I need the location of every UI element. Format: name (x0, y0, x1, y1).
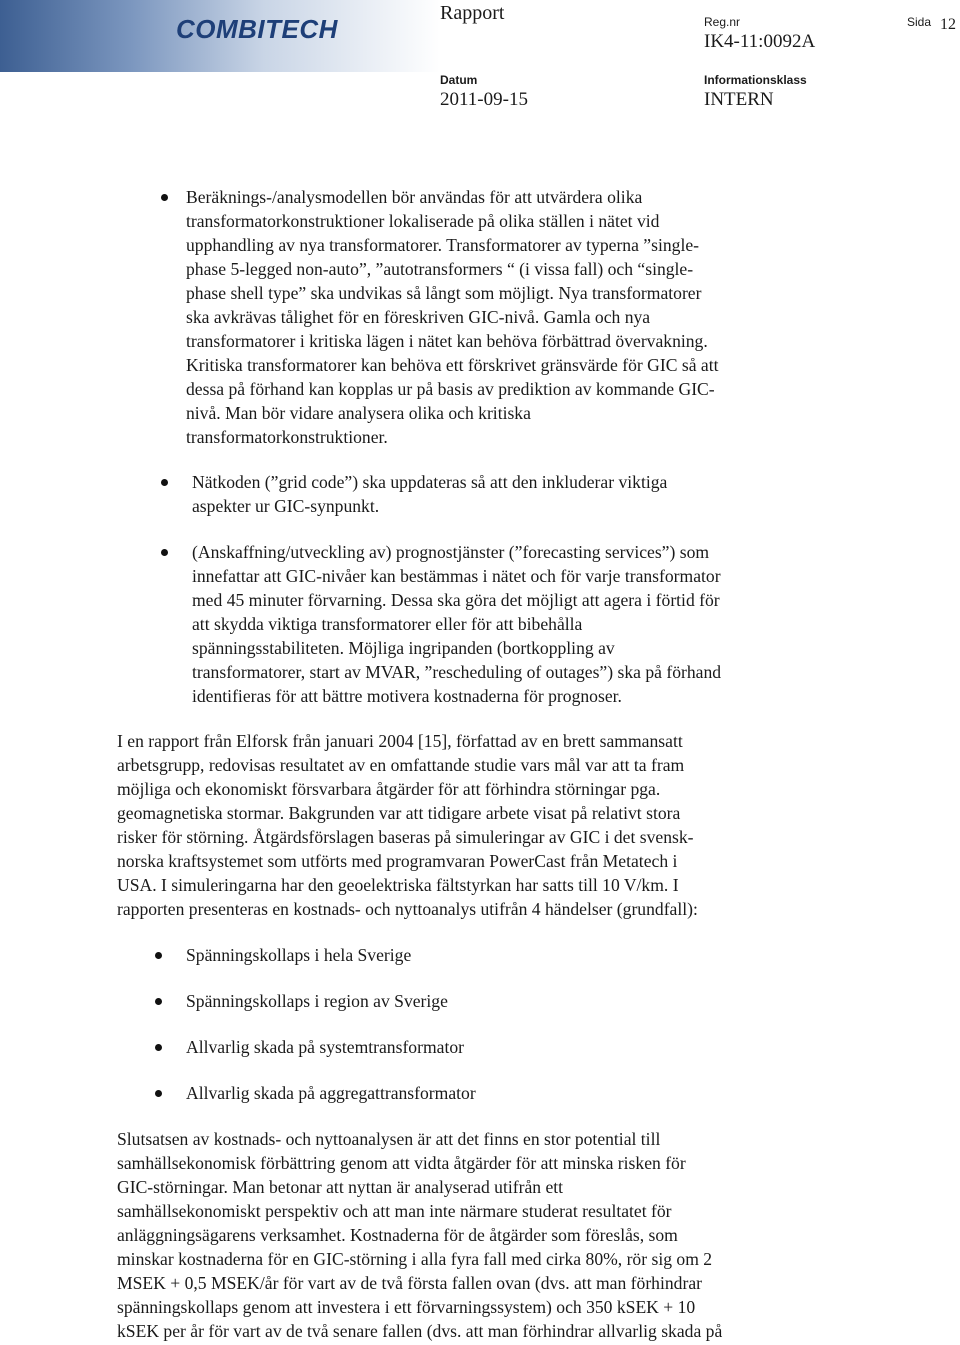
bullet-marker (155, 1044, 162, 1051)
page-label: Sida (907, 15, 932, 29)
case-item: Spänningskollaps i region av Sverige (186, 991, 448, 1011)
bullet-item: Nätkoden (”grid code”) ska uppdateras så att den inkluderar viktiga aspekter ur GIC-synpunkt. (192, 472, 668, 516)
bullet-item: (Anskaffning/utveckling av) prognostjänster (”forecasting services”) som innefattar att GIC-nivåer kan bestämmas i nätet och för varje transformator med 45 minuter förvarning. Dessa ska göra det möjligt att agera i förtid för att skydda viktiga transformatorer eller för att bibehålla spänningsstabiliteten. Möjliga ingripanden (bortkoppling av transformatorer, start av MVAR, ”rescheduling of outages”) ska på förhand identifieras för att bättre motivera kostnaderna för prognoser. (192, 542, 722, 706)
regnr-value: IK4-11:0092A (704, 31, 816, 52)
bullet-marker (155, 998, 162, 1005)
date-label: Datum (440, 73, 478, 87)
bullet-marker (161, 479, 168, 486)
bullet-item: Beräknings-/analysmodellen bör användas för att utvärdera olika transformatorkonstruktioner lokaliserade på olika ställen i nätet vid upphandling av nya transformatorer. Transformatorer av typerna ”single- phase 5-legged non-auto”, ”autotransformers “ (i vissa fall) och “single- phase shell type” ska undvikas så långt som möjligt. Nya transformatorer ska avkrävas tålighet för en föreskriven GIC-nivå. Gamla och nya transformatorer i kritiska lägen i nätet kan behöva förbättrad övervakning. Kritiska transformatorer kan behöva ett förskrivet gränsvärde för GIC så att dessa på förhand kan kopplas ur på basis av prediktion av kommande GIC- nivå. Man bör vidare analysera olika och kritiska transformatorkonstruktioner. (186, 187, 719, 447)
bullet-marker (161, 194, 168, 201)
bullet-marker (155, 1090, 162, 1097)
regnr-label: Reg.nr (704, 15, 741, 29)
bullet-marker (161, 549, 168, 556)
paragraph: Slutsatsen av kostnads- och nyttoanalysen är att det finns en stor potential till samhällsekonomisk förbättring genom att vidta åtgärder för att minska risken för GIC-störningar. Man betonar att nyttan är analyserad utifrån ett samhällsekonomiskt perspektiv och att man inte närmare studerat resultatet för anläggningsägarens verksamhet. Kostnaderna för de åtgärder som föreslås, som minskar kostnaderna för en GIC-störning i alla fyra fall med cirka 80%, rör sig om 2 MSEK + 0,5 MSEK/år för vart av de två första fallen ovan (dvs. att man förhindrar spänningskollaps genom att investera i ett förvarningssystem) och 350 kSEK + 10 kSEK per år för vart av de två senare fallen (dvs. att man förhindrar allvarlig skada på (117, 1129, 723, 1341)
document-type: Rapport (440, 2, 505, 24)
paragraph: I en rapport från Elforsk från januari 2004 [15], författad av en brett sammansatt arbetsgrupp, redovisas resultatet av en omfattande studie vars mål var att ta fram möjliga och ekonomiskt försvarbara åtgärder för att förhindra störningar pga. geomagnetiska stormar. Bakgrunden var att tidigare arbete visat på relativt stora risker för störning. Åtgärdsförslagen baseras på simuleringar av GIC i det svensk- norska kraftsystemet som utförts med programvaran PowerCast från Metatech i USA. I simuleringarna har den geoelektriska fältstyrkan har satts till 10 V/km. I rapporten presenteras en kostnads- och nyttoanalys utifrån 4 händelser (grundfall): (117, 731, 698, 919)
page-number: 12 (940, 16, 956, 33)
case-item: Allvarlig skada på aggregattransformator (186, 1083, 476, 1103)
bullet-marker (155, 952, 162, 959)
classification-value: INTERN (704, 89, 774, 110)
date-value: 2011-09-15 (440, 89, 528, 110)
classification-label: Informationsklass (704, 73, 807, 87)
company-logo: COMBITECH (176, 14, 338, 44)
logo-banner (0, 0, 440, 72)
case-item: Allvarlig skada på systemtransformator (186, 1037, 465, 1057)
case-item: Spänningskollaps i hela Sverige (186, 945, 412, 965)
